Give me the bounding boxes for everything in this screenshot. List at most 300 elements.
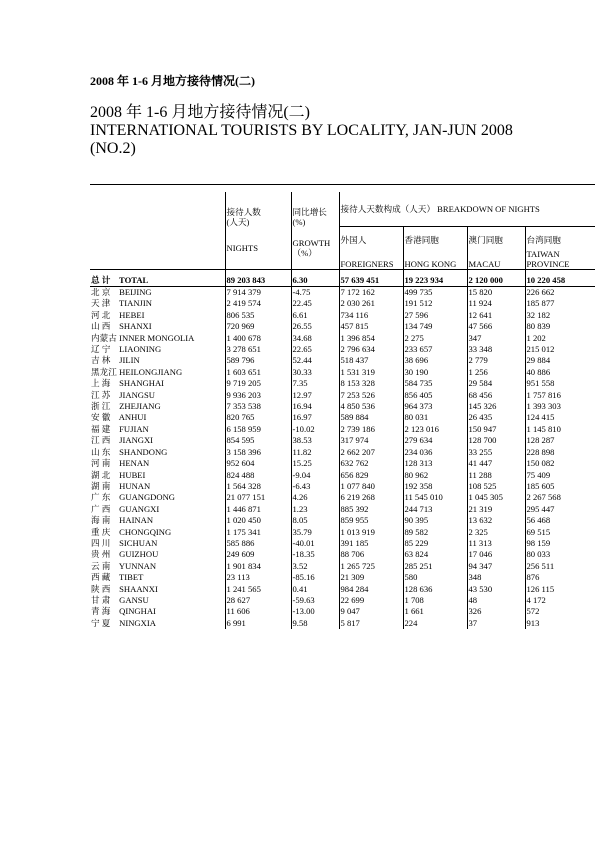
row-growth: 3.52 xyxy=(291,561,339,572)
row-locality xyxy=(90,515,225,526)
row-growth: 7.35 xyxy=(291,378,339,389)
row-locality xyxy=(90,492,225,503)
locality-name-cn: 福 建 xyxy=(91,423,111,434)
table-row xyxy=(90,481,595,492)
locality-name-en: HENAN xyxy=(119,458,150,469)
row-taiwan: 98 159 xyxy=(525,538,595,549)
row-growth: -10.02 xyxy=(291,424,339,435)
row-locality xyxy=(90,584,225,595)
locality-name-cn: 河 北 xyxy=(91,309,111,320)
row-growth: 34.68 xyxy=(291,333,339,344)
locality-name-cn: 海 南 xyxy=(91,515,111,526)
row-macau: 33 348 xyxy=(467,344,525,355)
row-foreigners: 5 817 xyxy=(339,618,403,629)
foreigners-header-cn: 外国人 xyxy=(339,227,403,246)
row-nights: 6 158 959 xyxy=(225,424,291,435)
table-row xyxy=(90,515,595,526)
row-nights: 1 175 341 xyxy=(225,527,291,538)
locality-name-en: HEILONGJIANG xyxy=(119,366,183,377)
row-locality xyxy=(90,287,225,299)
top-rule xyxy=(90,184,595,185)
table-row xyxy=(90,470,595,481)
row-foreigners: 518 437 xyxy=(339,355,403,366)
table-row xyxy=(90,298,595,309)
table-row xyxy=(90,527,595,538)
table-row xyxy=(90,584,595,595)
table-row xyxy=(90,412,595,423)
row-nights: 21 077 151 xyxy=(225,492,291,503)
row-growth: 52.44 xyxy=(291,355,339,366)
row-foreigners: 589 884 xyxy=(339,412,403,423)
section-heading: 2008 年 1-6 月地方接待情况(二) xyxy=(90,74,255,88)
row-foreigners: 2 030 261 xyxy=(339,298,403,309)
locality-name-cn: 江 西 xyxy=(91,435,111,446)
row-foreigners: 632 762 xyxy=(339,458,403,469)
row-hk: 856 405 xyxy=(403,390,467,401)
row-foreigners: 1 265 725 xyxy=(339,561,403,572)
row-locality xyxy=(90,618,225,629)
row-locality xyxy=(90,367,225,378)
row-macau: 11 924 xyxy=(467,298,525,309)
row-macau: 108 525 xyxy=(467,481,525,492)
locality-name-cn: 云 南 xyxy=(91,560,111,571)
row-locality xyxy=(90,470,225,481)
row-growth: -4.75 xyxy=(291,287,339,299)
row-macau: 21 319 xyxy=(467,504,525,515)
table-row xyxy=(90,538,595,549)
row-locality xyxy=(90,447,225,458)
row-growth: 22.65 xyxy=(291,344,339,355)
locality-name-cn: 湖 北 xyxy=(91,469,111,480)
hk-header-en: HONG KONG xyxy=(403,245,467,270)
row-macau: 47 566 xyxy=(467,321,525,332)
row-growth: -85.16 xyxy=(291,572,339,583)
row-foreigners: 9 047 xyxy=(339,606,403,617)
row-macau: 326 xyxy=(467,606,525,617)
locality-name-en: NINGXIA xyxy=(119,617,156,628)
row-taiwan: 1 202 xyxy=(525,333,595,344)
row-hk: 80 031 xyxy=(403,412,467,423)
table-row xyxy=(90,367,595,378)
locality-name-cn: 贵 州 xyxy=(91,549,111,560)
row-locality xyxy=(90,606,225,617)
row-macau: 12 641 xyxy=(467,310,525,321)
row-macau: 15 820 xyxy=(467,287,525,299)
row-taiwan: 256 511 xyxy=(525,561,595,572)
table-row xyxy=(90,344,595,355)
row-nights: 1 446 871 xyxy=(225,504,291,515)
row-hk: 192 358 xyxy=(403,481,467,492)
row-hk: 244 713 xyxy=(403,504,467,515)
table-row xyxy=(90,401,595,412)
row-locality xyxy=(90,572,225,583)
locality-name-cn: 广 东 xyxy=(91,492,111,503)
locality-name-cn: 广 西 xyxy=(91,503,111,514)
row-growth: 35.79 xyxy=(291,527,339,538)
nights-header-en-label: NIGHTS xyxy=(226,242,259,253)
locality-name-en: HUNAN xyxy=(119,480,151,491)
locality-name-cn: 湖 南 xyxy=(91,480,111,491)
locality-name-cn: 甘 肃 xyxy=(91,594,111,605)
locality-name-cn: 江 苏 xyxy=(91,389,111,400)
row-locality xyxy=(90,538,225,549)
row-nights: 820 765 xyxy=(225,412,291,423)
row-hk: 90 395 xyxy=(403,515,467,526)
locality-name-en: SHAANXI xyxy=(119,583,158,594)
row-macau: 1 256 xyxy=(467,367,525,378)
row-taiwan: 124 415 xyxy=(525,412,595,423)
total-locality xyxy=(90,270,225,287)
row-hk: 580 xyxy=(403,572,467,583)
row-nights: 720 969 xyxy=(225,321,291,332)
table-row xyxy=(90,618,595,629)
row-taiwan: 1 757 816 xyxy=(525,390,595,401)
row-nights: 589 796 xyxy=(225,355,291,366)
row-foreigners: 7 253 526 xyxy=(339,390,403,401)
row-taiwan: 75 409 xyxy=(525,470,595,481)
locality-name-cn: 重 庆 xyxy=(91,526,111,537)
row-foreigners: 656 829 xyxy=(339,470,403,481)
locality-name-cn: 四 川 xyxy=(91,537,111,548)
row-foreigners: 2 739 186 xyxy=(339,424,403,435)
row-foreigners: 885 392 xyxy=(339,504,403,515)
macau-header-en: MACAU xyxy=(467,245,525,270)
row-taiwan: 228 898 xyxy=(525,447,595,458)
row-growth: 8.05 xyxy=(291,515,339,526)
locality-name-en: CHONGQING xyxy=(119,526,172,537)
hk-header-cn: 香港同胞 xyxy=(403,227,467,246)
locality-name-en: JIANGXI xyxy=(119,435,154,446)
row-nights: 952 604 xyxy=(225,458,291,469)
taiwan-header-cn: 台湾同胞 xyxy=(525,227,595,246)
row-locality xyxy=(90,321,225,332)
row-taiwan: 1 393 303 xyxy=(525,401,595,412)
row-locality xyxy=(90,504,225,515)
row-nights: 3 158 396 xyxy=(225,447,291,458)
row-growth: -40.01 xyxy=(291,538,339,549)
locality-name-en: ANHUI xyxy=(118,412,147,423)
growth-header-en xyxy=(291,227,339,270)
row-foreigners: 2 662 207 xyxy=(339,447,403,458)
locality-name-cn: 陕 西 xyxy=(91,583,111,594)
row-locality xyxy=(90,344,225,355)
row-nights: 7 914 379 xyxy=(225,287,291,299)
row-taiwan: 32 182 xyxy=(525,310,595,321)
row-nights: 7 353 538 xyxy=(225,401,291,412)
row-macau: 41 447 xyxy=(467,458,525,469)
row-macau: 33 255 xyxy=(467,447,525,458)
row-taiwan: 150 082 xyxy=(525,458,595,469)
locality-name-en: HEBEI xyxy=(119,309,145,320)
locality-name-en: ZHEJIANG xyxy=(119,401,161,412)
locality-name-en: JILIN xyxy=(119,355,140,366)
table-row xyxy=(90,435,595,446)
locality-name-en: TIANJIN xyxy=(119,298,152,309)
row-nights: 249 609 xyxy=(225,549,291,560)
row-macau: 13 632 xyxy=(467,515,525,526)
row-hk: 27 596 xyxy=(403,310,467,321)
total-macau: 2 120 000 xyxy=(467,270,525,287)
row-foreigners: 1 396 854 xyxy=(339,333,403,344)
row-locality xyxy=(90,401,225,412)
taiwan-header-en-1: TAIWAN xyxy=(526,249,560,259)
table-row xyxy=(90,447,595,458)
row-taiwan: 56 468 xyxy=(525,515,595,526)
row-taiwan: 69 515 xyxy=(525,527,595,538)
row-macau: 11 313 xyxy=(467,538,525,549)
locality-header xyxy=(90,192,225,270)
growth-header-cn xyxy=(291,192,339,227)
title-english-line1: INTERNATIONAL TOURISTS BY LOCALITY, JAN-JUN 2008 xyxy=(90,122,513,139)
row-nights: 1 564 328 xyxy=(225,481,291,492)
row-nights: 6 991 xyxy=(225,618,291,629)
row-taiwan: 572 xyxy=(525,606,595,617)
locality-name-cn: 天 津 xyxy=(91,298,111,309)
row-nights: 1 400 678 xyxy=(225,333,291,344)
locality-name-en: GUANGDONG xyxy=(119,492,176,503)
row-locality xyxy=(90,561,225,572)
nights-header-cn-label: 接待人数 xyxy=(226,206,261,217)
row-foreigners: 6 219 268 xyxy=(339,492,403,503)
table-row xyxy=(90,355,595,366)
locality-name-en: SHANXI xyxy=(119,321,152,332)
row-macau: 37 xyxy=(467,618,525,629)
row-taiwan: 226 662 xyxy=(525,287,595,299)
row-taiwan: 215 012 xyxy=(525,344,595,355)
row-taiwan: 4 172 xyxy=(525,595,595,606)
row-locality xyxy=(90,595,225,606)
row-hk: 30 190 xyxy=(403,367,467,378)
row-macau: 68 456 xyxy=(467,390,525,401)
row-growth: -9.04 xyxy=(291,470,339,481)
total-label-cn: 总 计 xyxy=(91,274,111,285)
row-taiwan: 40 886 xyxy=(525,367,595,378)
taiwan-header-en-2: PROVINCE xyxy=(526,259,570,269)
row-nights: 9 936 203 xyxy=(225,390,291,401)
locality-name-cn: 浙 江 xyxy=(91,401,111,412)
row-taiwan: 29 884 xyxy=(525,355,595,366)
row-macau: 17 046 xyxy=(467,549,525,560)
locality-name-cn: 青 海 xyxy=(91,606,111,617)
row-hk: 234 036 xyxy=(403,447,467,458)
row-hk: 1 661 xyxy=(403,606,467,617)
row-locality xyxy=(90,412,225,423)
total-label-en: TOTAL xyxy=(119,274,149,285)
row-macau: 29 584 xyxy=(467,378,525,389)
title-chinese: 2008 年 1-6 月地方接待情况(二) xyxy=(90,104,310,121)
locality-name-en: INNER MONGOLIA xyxy=(119,332,195,343)
row-growth: 16.94 xyxy=(291,401,339,412)
locality-name-en: BEIJING xyxy=(119,287,152,297)
locality-name-cn: 安 徽 xyxy=(91,412,111,423)
locality-name-en: QINGHAI xyxy=(119,606,156,617)
row-macau: 1 045 305 xyxy=(467,492,525,503)
locality-name-en: SHANDONG xyxy=(119,446,168,457)
row-taiwan: 126 115 xyxy=(525,584,595,595)
locality-name-cn: 宁 夏 xyxy=(91,617,111,628)
row-hk: 191 512 xyxy=(403,298,467,309)
total-growth: 6.30 xyxy=(291,270,339,287)
table-row xyxy=(90,504,595,515)
row-hk: 584 735 xyxy=(403,378,467,389)
row-taiwan: 185 605 xyxy=(525,481,595,492)
row-growth: 22.45 xyxy=(291,298,339,309)
row-nights: 585 886 xyxy=(225,538,291,549)
row-nights: 1 241 565 xyxy=(225,584,291,595)
row-foreigners: 7 172 162 xyxy=(339,287,403,299)
row-hk: 134 749 xyxy=(403,321,467,332)
row-macau: 150 947 xyxy=(467,424,525,435)
row-nights: 28 627 xyxy=(225,595,291,606)
row-growth: 15.25 xyxy=(291,458,339,469)
row-nights: 1 020 450 xyxy=(225,515,291,526)
row-taiwan: 1 145 810 xyxy=(525,424,595,435)
row-foreigners: 2 796 634 xyxy=(339,344,403,355)
row-foreigners: 22 699 xyxy=(339,595,403,606)
locality-name-en: HAINAN xyxy=(119,515,154,526)
table-row xyxy=(90,492,595,503)
row-nights: 23 113 xyxy=(225,572,291,583)
table-row xyxy=(90,287,595,299)
taiwan-header-en xyxy=(525,245,595,270)
locality-name-en: FUJIAN xyxy=(119,423,149,434)
row-macau: 48 xyxy=(467,595,525,606)
locality-name-en: TIBET xyxy=(119,572,144,583)
row-growth: -6.43 xyxy=(291,481,339,492)
row-macau: 145 326 xyxy=(467,401,525,412)
row-hk: 964 373 xyxy=(403,401,467,412)
row-foreigners: 4 850 536 xyxy=(339,401,403,412)
table-row xyxy=(90,390,595,401)
locality-name-cn: 河 南 xyxy=(91,458,111,469)
growth-header-cn-label: 同比增长 xyxy=(292,206,327,217)
row-nights: 9 719 205 xyxy=(225,378,291,389)
growth-header-en-unit: （%） xyxy=(292,247,317,258)
row-taiwan: 128 287 xyxy=(525,435,595,446)
row-taiwan: 2 267 568 xyxy=(525,492,595,503)
foreigners-header-en: FOREIGNERS xyxy=(339,245,403,270)
table-row xyxy=(90,458,595,469)
locality-name-en: SICHUAN xyxy=(119,537,158,548)
locality-name-cn: 上 海 xyxy=(91,378,111,389)
page-title xyxy=(90,104,580,158)
row-hk: 63 824 xyxy=(403,549,467,560)
locality-name-cn: 山 西 xyxy=(91,321,111,332)
row-foreigners: 1 013 919 xyxy=(339,527,403,538)
row-hk: 128 636 xyxy=(403,584,467,595)
locality-name-cn: 西 藏 xyxy=(91,572,111,583)
locality-name-en: YUNNAN xyxy=(118,560,157,571)
row-nights: 854 595 xyxy=(225,435,291,446)
row-growth: 12.97 xyxy=(291,390,339,401)
row-locality xyxy=(90,378,225,389)
row-taiwan: 80 839 xyxy=(525,321,595,332)
row-nights: 806 535 xyxy=(225,310,291,321)
row-growth: -13.00 xyxy=(291,606,339,617)
row-taiwan: 876 xyxy=(525,572,595,583)
row-hk: 499 735 xyxy=(403,287,467,299)
row-growth: 30.33 xyxy=(291,367,339,378)
nights-header-cn-unit: (人天) xyxy=(226,216,250,227)
nights-header-en xyxy=(225,227,291,270)
row-foreigners: 1 077 840 xyxy=(339,481,403,492)
row-hk: 279 634 xyxy=(403,435,467,446)
row-foreigners: 1 531 319 xyxy=(339,367,403,378)
locality-name-cn: 山 东 xyxy=(91,446,111,457)
locality-name-cn: 辽 宁 xyxy=(91,344,111,355)
locality-name-cn: 北 京 xyxy=(91,287,111,297)
row-hk: 128 313 xyxy=(403,458,467,469)
table-row xyxy=(90,561,595,572)
title-english-line2: (NO.2) xyxy=(90,140,136,157)
locality-name-en: GUIZHOU xyxy=(119,549,159,560)
locality-name-en: JIANGSU xyxy=(119,389,155,400)
row-nights: 1 603 651 xyxy=(225,367,291,378)
row-locality xyxy=(90,298,225,309)
table-row xyxy=(90,333,595,344)
locality-name-cn: 内蒙古 xyxy=(91,332,117,343)
locality-name-en: HUBEI xyxy=(119,469,146,480)
row-foreigners: 317 974 xyxy=(339,435,403,446)
table-row xyxy=(90,378,595,389)
table-row xyxy=(90,606,595,617)
row-growth: 6.61 xyxy=(291,310,339,321)
row-foreigners: 734 116 xyxy=(339,310,403,321)
locality-name-en: GANSU xyxy=(119,594,149,605)
nights-header-cn xyxy=(225,192,291,227)
row-growth: 11.82 xyxy=(291,447,339,458)
row-taiwan: 295 447 xyxy=(525,504,595,515)
row-nights: 11 606 xyxy=(225,606,291,617)
row-hk: 89 582 xyxy=(403,527,467,538)
row-hk: 285 251 xyxy=(403,561,467,572)
row-growth: 38.53 xyxy=(291,435,339,446)
table-row xyxy=(90,595,595,606)
row-hk: 233 657 xyxy=(403,344,467,355)
row-macau: 2 779 xyxy=(467,355,525,366)
locality-name-cn: 吉 林 xyxy=(91,355,111,366)
growth-header-en-label: GROWTH xyxy=(292,237,331,248)
total-row xyxy=(90,270,595,287)
row-foreigners: 8 153 328 xyxy=(339,378,403,389)
row-foreigners: 859 955 xyxy=(339,515,403,526)
row-macau: 348 xyxy=(467,572,525,583)
table-row xyxy=(90,310,595,321)
total-foreigners: 57 639 451 xyxy=(339,270,403,287)
row-macau: 11 288 xyxy=(467,470,525,481)
table-row xyxy=(90,424,595,435)
row-locality xyxy=(90,355,225,366)
row-taiwan: 951 558 xyxy=(525,378,595,389)
row-macau: 347 xyxy=(467,333,525,344)
row-foreigners: 457 815 xyxy=(339,321,403,332)
locality-name-en: LIAONING xyxy=(119,344,162,355)
row-growth: -18.35 xyxy=(291,549,339,560)
table-row xyxy=(90,321,595,332)
row-locality xyxy=(90,527,225,538)
row-locality xyxy=(90,333,225,344)
table-row xyxy=(90,572,595,583)
row-locality xyxy=(90,390,225,401)
row-macau: 2 325 xyxy=(467,527,525,538)
row-foreigners: 88 706 xyxy=(339,549,403,560)
macau-header-cn: 澳门同胞 xyxy=(467,227,525,246)
row-growth: -59.63 xyxy=(291,595,339,606)
row-nights: 824 488 xyxy=(225,470,291,481)
row-macau: 26 435 xyxy=(467,412,525,423)
total-nights: 89 203 843 xyxy=(225,270,291,287)
row-growth: 16.97 xyxy=(291,412,339,423)
